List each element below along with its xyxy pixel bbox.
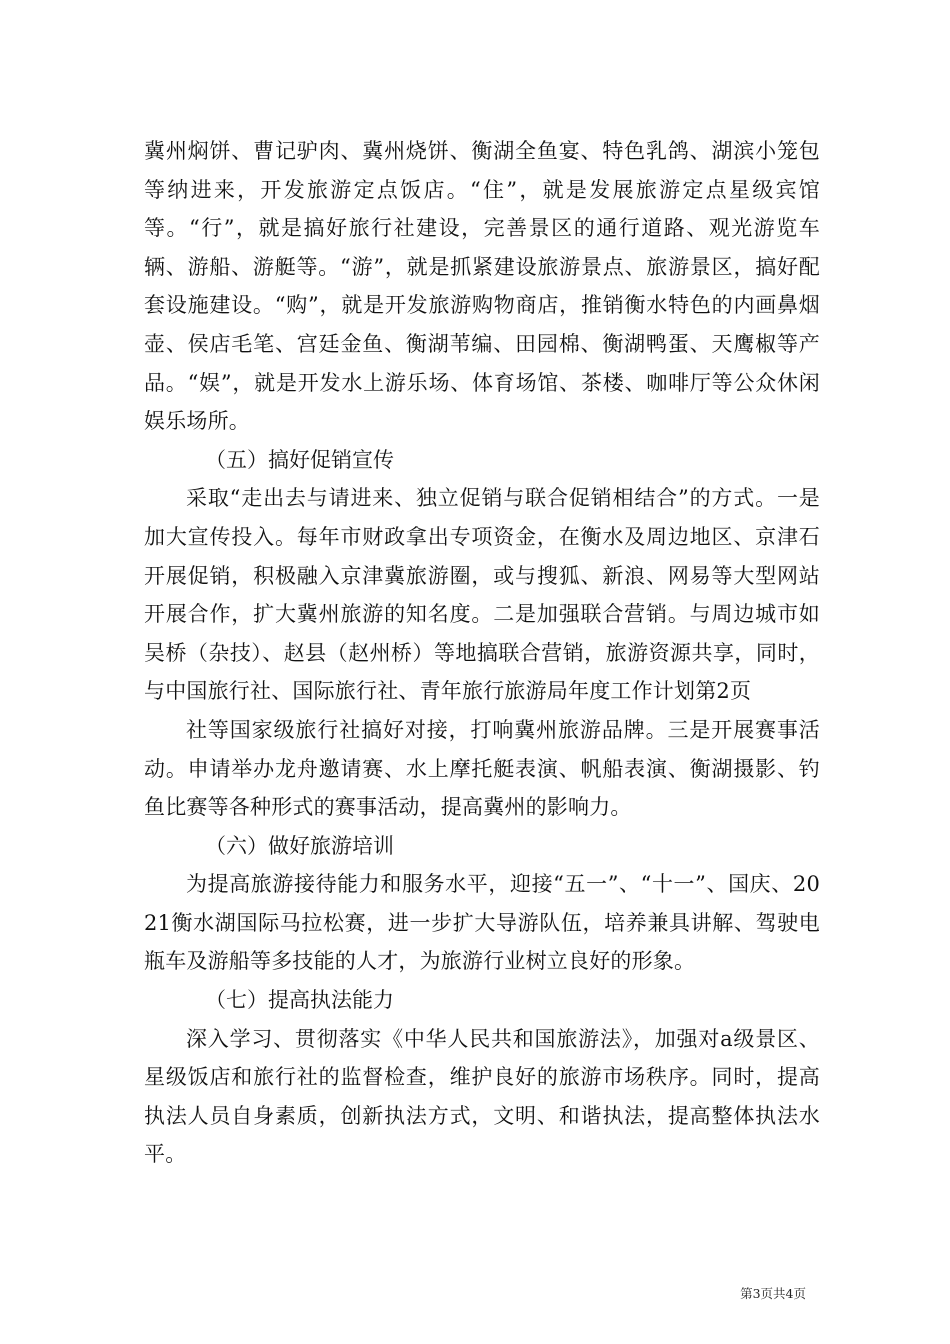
body-paragraph-5: 深入学习、贯彻落实《中华人民共和国旅游法》，加强对a级景区、星级饭店和旅行社的监督检查，维护良好的旅游市场秩序。同时，提高执法人员自身素质，创新执法方式，文明、和谐执法，提高整体执法水平。 xyxy=(144,1026,820,1167)
body-paragraph-3: 社等国家级旅行社搞好对接，打响冀州旅游品牌。三是开展赛事活动。申请举办龙舟邀请赛、水上摩托艇表演、帆船表演、衡湖摄影、钓鱼比赛等各种形式的赛事活动，提高冀州的影响力。 xyxy=(144,717,820,820)
body-paragraph-4: 为提高旅游接待能力和服务水平，迎接“五一”、“十一”、国庆、2021衡水湖国际马拉松赛，进一步扩大导游队伍，培养兼具讲解、驾驶电瓶车及游船等多技能的人才，为旅游行业树立良好的形象。 xyxy=(144,872,821,974)
section-heading-7: （七）提高执法能力 xyxy=(205,988,394,1013)
section-heading-6: （六）做好旅游培训 xyxy=(205,833,394,858)
body-paragraph-2: 采取“走出去与请进来、独立促销与联合促销相结合”的方式。一是加大宣传投入。每年市财政拿出专项资金，在衡水及周边地区、京津石开展促销，积极融入京津冀旅游圈，或与搜狐、新浪、网易等大型网站开展合作，扩大冀州旅游的知名度。二是加强联合营销。与周边城市如吴桥（杂技）、赵县（赵州桥）等地搞联合营销，旅游资源共享，同时，与中国旅行社、国际旅行社、青年旅行旅游局年度工作计划第2页 xyxy=(144,486,820,704)
page-number-footer: 第3页共4页 xyxy=(740,1286,806,1301)
section-heading-5: （五）搞好促销宣传 xyxy=(205,447,394,472)
body-paragraph-1: 冀州焖饼、曹记驴肉、冀州烧饼、衡湖全鱼宴、特色乳鸽、湖滨小笼包等纳进来，开发旅游定点饭店。“住”，就是发展旅游定点星级宾馆等。“行”，就是搞好旅行社建设，完善景区的通行道路、观光游览车辆、游船、游艇等。“游”，就是抓紧建设旅游景点、旅游景区，搞好配套设施建设。“购”，就是开发旅游购物商店，推销衡水特色的内画鼻烟壶、侯店毛笔、宫廷金鱼、衡湖苇编、田园棉、衡湖鸭蛋、天鹰椒等产品。“娱”，就是开发水上游乐场、体育场馆、茶楼、咖啡厅等公众休闲娱乐场所。 xyxy=(144,139,820,434)
document-body xyxy=(144,132,820,1174)
